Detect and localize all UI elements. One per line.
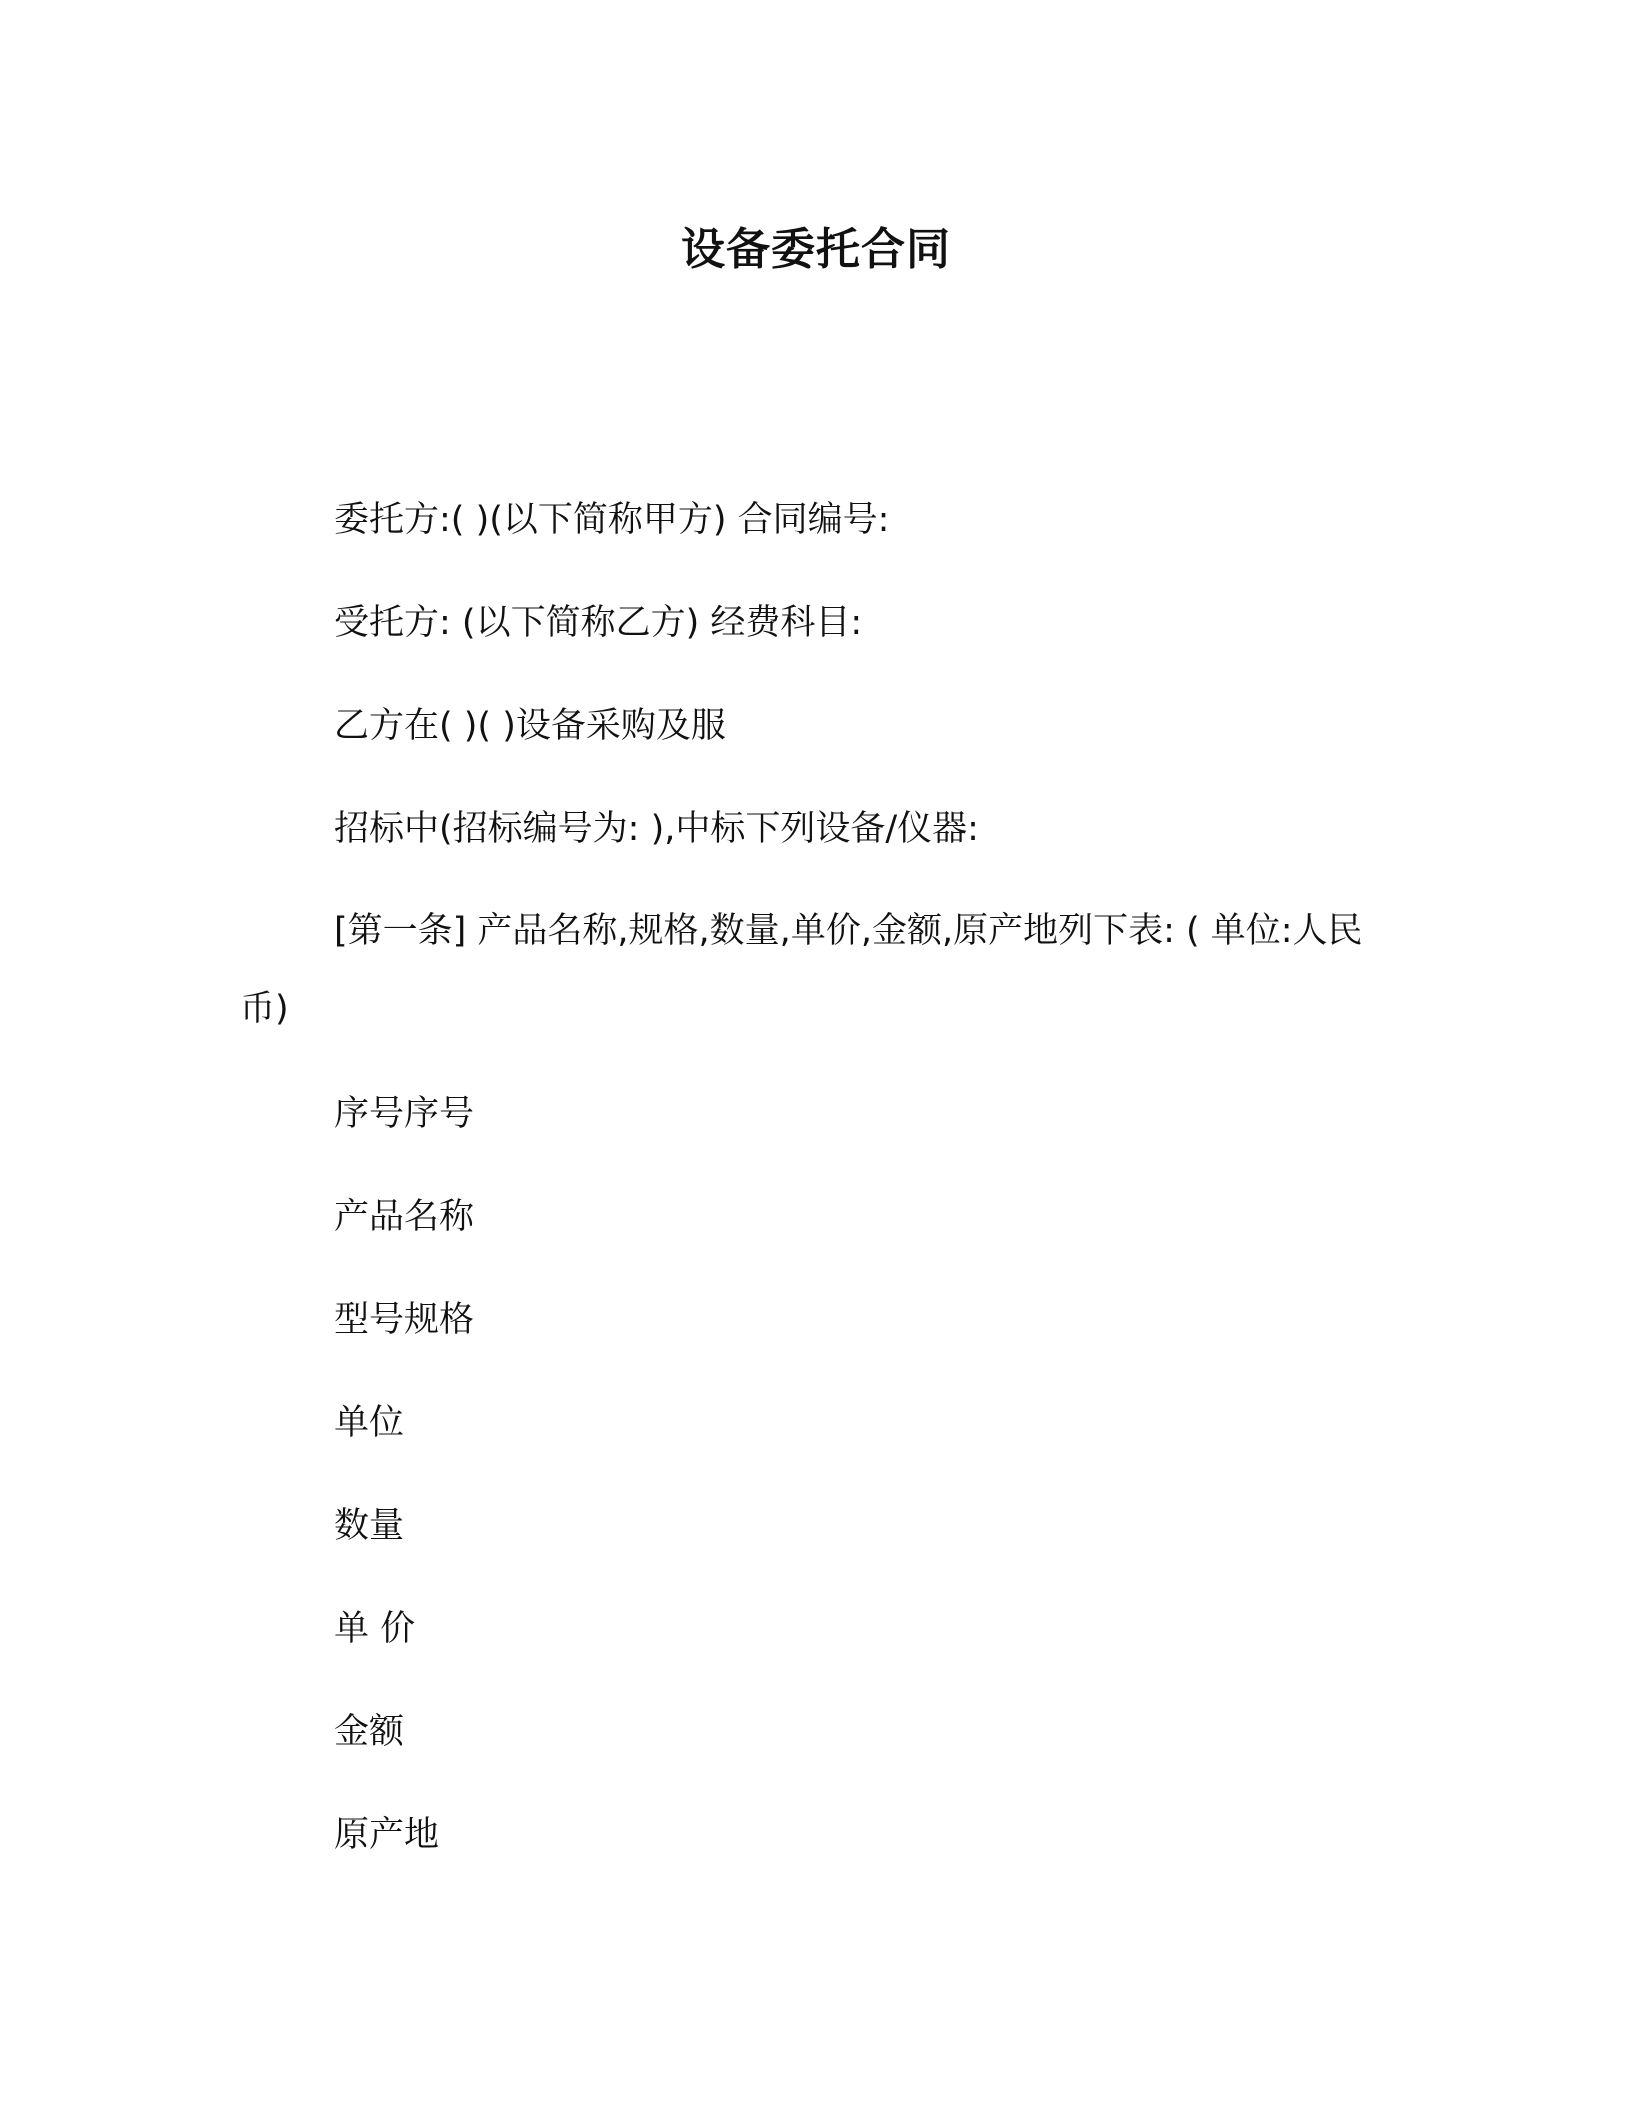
header-model-spec: 型号规格: [334, 1300, 475, 1340]
contractor-line: 受托方: (以下简称乙方) 经费科目:: [334, 603, 863, 643]
bidding-line: 招标中(招标编号为: ),中标下列设备/仪器:: [334, 809, 979, 849]
header-unit: 单位: [334, 1403, 405, 1443]
header-product-name: 产品名称: [334, 1197, 475, 1237]
procurement-line: 乙方在( )( )设备采购及服: [334, 706, 726, 746]
header-serial-number: 序号序号: [334, 1094, 475, 1134]
header-unit-price: 单 价: [334, 1609, 416, 1649]
document-title: 设备委托合同: [681, 224, 951, 275]
client-line: 委托方:( )(以下简称甲方) 合同编号:: [334, 500, 890, 540]
header-amount: 金额: [334, 1712, 405, 1752]
header-quantity: 数量: [334, 1506, 405, 1546]
header-origin: 原产地: [334, 1815, 440, 1855]
article-one-paragraph: [第一条] 产品名称,规格,数量,单价,金额,原产地列下表: ( 单位:人民币): [240, 911, 1363, 1029]
